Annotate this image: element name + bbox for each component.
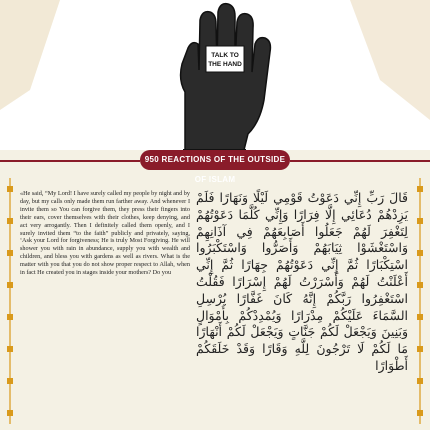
banner-label: 950 REACTIONS OF THE OUTSIDE OF ISLAM bbox=[140, 150, 290, 170]
hand-icon bbox=[181, 4, 271, 150]
title-banner bbox=[0, 150, 430, 184]
arabic-verses bbox=[196, 190, 408, 375]
illustration-art bbox=[0, 0, 430, 150]
sign-text-line2: THE HAND bbox=[208, 61, 242, 68]
english-translation: «He said, “My Lord! I have surely called my people by night and by day, but my calls only made them run farther away. And whenever I invite them so You can forgive them, they press their fingers into their ears, cover themselves with their clothes, keep denying, and act very arrogantly. Then I definitely called them openly, and I surely invited them “to the faith” publicly and privately, saying, ‘Ask your Lord for forgiveness; He is truly Most Forgiving. He will shower you with rain in abundance, supply you with wealth and children, and bless you with gardens as well as rivers. What is the matter with you that you do not show proper respect to Allah, when in fact He created you in stages inside your mothers? Do you bbox=[20, 190, 190, 277]
bg-shape-left bbox=[0, 0, 60, 110]
bg-shape-right bbox=[350, 0, 430, 120]
illustration bbox=[0, 0, 430, 150]
left-border-ornament bbox=[6, 178, 14, 424]
banner-rule-right bbox=[290, 160, 430, 162]
arabic-text: قَالَ رَبِّ إِنِّي دَعَوْتُ قَوْمِي لَيْلًا وَنَهَارًا فَلَمْ يَزِدْهُمْ دُعَائِي إِلَّا فِرَارًا وَإِنِّي كُلَّمَا دَعَوْتُهُمْ لِتَغْفِرَ لَهُمْ جَعَلُوا أَصَابِعَهُمْ فِي آذَانِهِمْ وَاسْتَغْشَوْا ثِيَابَهُمْ وَأَصَرُّوا وَاسْتَكْبَرُوا اسْتِكْبَارًا ثُمَّ إِنِّي دَعَوْتُهُمْ جِهَارًا ثُمَّ إِنِّي أَعْلَنْتُ لَهُمْ وَأَسْرَرْتُ لَهُمْ إِسْرَارًا فَقُلْتُ اسْتَغْفِرُوا رَبَّكُمْ إِنَّهُ كَانَ غَفَّارًا يُرْسِلِ السَّمَاءَ عَلَيْكُمْ مِدْرَارًا وَيُمْدِدْكُمْ بِأَمْوَالٍ وَبَنِينَ وَيَجْعَلْ لَكُمْ جَنَّاتٍ وَيَجْعَلْ لَكُمْ أَنْهَارًا مَا لَكُمْ لَا تَرْجُونَ لِلَّهِ وَقَارًا وَقَدْ خَلَقَكُمْ أَطْوَارًا bbox=[196, 190, 408, 373]
sign-text-line1: TALK TO bbox=[211, 52, 239, 59]
right-border-ornament bbox=[416, 178, 424, 424]
sign-board bbox=[206, 46, 244, 72]
banner-rule-left bbox=[0, 160, 140, 162]
